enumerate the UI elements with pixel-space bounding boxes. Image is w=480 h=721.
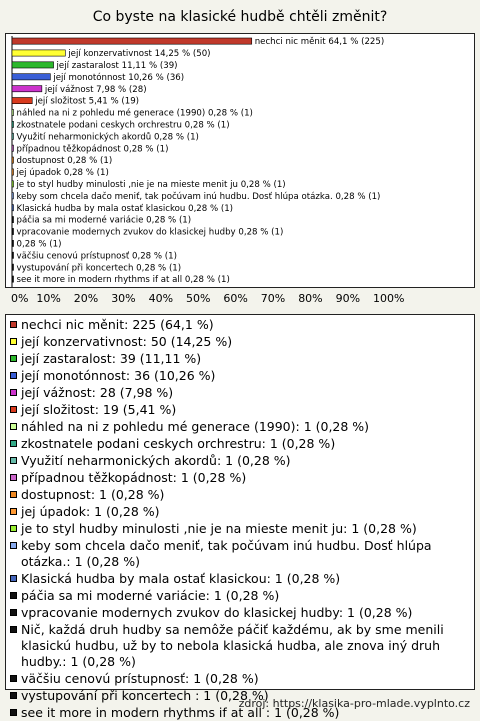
bar xyxy=(12,109,14,115)
legend-swatch xyxy=(10,575,17,582)
bar xyxy=(12,38,252,44)
bar-label: páčia sa mi moderné variácie 0,28 % (1) xyxy=(16,215,192,226)
x-tick-label: 60% xyxy=(223,292,248,305)
x-tick-label: 50% xyxy=(186,292,211,305)
legend-label: väčšiu cenovú prístupnosť: 1 (0,28 %) xyxy=(21,671,259,686)
legend-item xyxy=(10,538,470,570)
legend-label: Nič, každá druh hudby sa nemôže páčiť každému, ak by sme menili klasickú hudbu, už by to nebola klasická hudba, ale znova iný druh hudby.: 1 (0,28 %) xyxy=(21,622,444,669)
x-tick-label: 80% xyxy=(298,292,323,305)
bar-label: její vážnost 7,98 % (28) xyxy=(44,84,147,95)
legend-item xyxy=(10,368,470,384)
bar xyxy=(12,169,14,175)
legend-item xyxy=(10,385,470,401)
legend-swatch xyxy=(10,592,17,599)
legend-item xyxy=(10,317,470,333)
bar-label: vpracovanie modernych zvukov do klasickej hudby 0,28 % (1) xyxy=(16,227,284,238)
legend-swatch xyxy=(10,372,17,379)
bar xyxy=(12,240,14,246)
legend-swatch xyxy=(10,474,17,481)
x-tick-label: 100% xyxy=(373,292,405,305)
legend-swatch xyxy=(10,423,17,430)
legend-item xyxy=(10,622,470,670)
bar-label: keby som chcela dačo meniť, tak počúvam inú hudbu. Dosť hlúpa otázka. 0,28 % (1) xyxy=(16,191,381,202)
bar-label: väčšiu cenovú prístupnosť 0,28 % (1) xyxy=(16,251,177,262)
bar xyxy=(12,74,50,80)
chart-title: Co byste na klasické hudbě chtěli změnit? xyxy=(92,9,388,25)
legend-item xyxy=(10,521,470,537)
legend-label: vpracovanie modernych zvukov do klasickej hudby: 1 (0,28 %) xyxy=(21,605,413,620)
legend-label: případnou těžkopádnost: 1 (0,28 %) xyxy=(21,470,247,485)
legend-item xyxy=(10,351,470,367)
bar-chart xyxy=(6,34,476,289)
bar-label: případnou těžkopádnost 0,28 % (1) xyxy=(16,144,169,155)
bar xyxy=(12,121,14,127)
legend-swatch xyxy=(10,355,17,362)
bar xyxy=(12,50,65,56)
legend-item xyxy=(10,436,470,452)
x-tick-label: 0% xyxy=(11,292,29,305)
legend-label: nechci nic měnit: 225 (64,1 %) xyxy=(21,317,214,332)
bar xyxy=(12,217,14,223)
legend-item xyxy=(10,419,470,435)
legend-label: jej úpadok: 1 (0,28 %) xyxy=(21,504,160,519)
bar-label: dostupnost 0,28 % (1) xyxy=(16,156,113,167)
bar xyxy=(12,181,14,187)
bar xyxy=(12,276,14,282)
legend-swatch xyxy=(10,338,17,345)
x-tick-label: 30% xyxy=(111,292,136,305)
legend-label: see it more in modern rhythms if at all : 1 (0,28 %) xyxy=(21,705,340,720)
legend-label: její složitost: 19 (5,41 %) xyxy=(21,402,177,417)
legend-item xyxy=(10,402,470,418)
legend-item xyxy=(10,671,470,687)
chart-area xyxy=(5,33,475,288)
bar xyxy=(12,145,14,151)
legend-swatch xyxy=(10,542,17,549)
bar-label: náhled na ni z pohledu mé generace (1990) 0,28 % (1) xyxy=(16,108,253,119)
bar-label: see it more in modern rhythms if at all 0,28 % (1) xyxy=(16,275,230,286)
legend-item xyxy=(10,487,470,503)
bar xyxy=(12,252,14,258)
legend-label: Klasická hudba by mala ostať klasickou: 1 (0,28 %) xyxy=(21,571,341,586)
legend-item xyxy=(10,504,470,520)
legend-swatch xyxy=(10,389,17,396)
bar xyxy=(12,228,14,234)
legend-swatch xyxy=(10,457,17,464)
legend-swatch xyxy=(10,491,17,498)
legend-item xyxy=(10,605,470,621)
legend-swatch xyxy=(10,692,17,699)
legend-label: keby som chcela dačo meniť, tak počúvam inú hudbu. Dosť hlúpa otázka.: 1 (0,28 %) xyxy=(21,538,432,569)
legend-label: páčia sa mi moderné variácie: 1 (0,28 %) xyxy=(21,588,280,603)
legend-item xyxy=(10,588,470,604)
bar xyxy=(12,98,32,104)
legend-label: její zastaralost: 39 (11,11 %) xyxy=(21,351,202,366)
legend-label: Využití neharmonických akordů: 1 (0,28 %) xyxy=(21,453,291,468)
legend-swatch xyxy=(10,626,17,633)
legend-label: její konzervativnost: 50 (14,25 %) xyxy=(21,334,233,349)
legend-label: její vážnost: 28 (7,98 %) xyxy=(21,385,174,400)
legend-item xyxy=(10,571,470,587)
legend-item xyxy=(10,334,470,350)
legend-label: zkostnatele podani ceskych orchrestru: 1 (0,28 %) xyxy=(21,436,336,451)
bar xyxy=(12,86,42,92)
legend-swatch xyxy=(10,609,17,616)
legend-label: dostupnost: 1 (0,28 %) xyxy=(21,487,165,502)
legend-swatch xyxy=(10,525,17,532)
legend-label: její monotónnost: 36 (10,26 %) xyxy=(21,368,216,383)
legend-swatch xyxy=(10,406,17,413)
bar-label: zkostnatele podani ceskych orchrestru 0,28 % (1) xyxy=(16,120,230,131)
x-tick-label: 70% xyxy=(260,292,286,305)
legend-item xyxy=(10,470,470,486)
bar-label: její zastaralost 11,11 % (39) xyxy=(56,61,178,71)
bar xyxy=(12,205,14,211)
bar xyxy=(12,193,14,199)
bar xyxy=(12,62,54,68)
x-tick-label: 10% xyxy=(36,292,61,305)
source-note: zdroj: https://klasika-pro-mlade.vyplnto.cz xyxy=(238,697,470,710)
bar-label: její monotónnost 10,26 % (36) xyxy=(53,72,185,83)
legend-label: vystupování při koncertech : 1 (0,28 %) xyxy=(21,688,269,703)
legend-label: je to styl hudby minulosti ,nie je na mieste menit ju: 1 (0,28 %) xyxy=(21,521,417,536)
x-tick-label: 90% xyxy=(335,292,361,305)
bar-label: jej úpadok 0,28 % (1) xyxy=(16,168,109,179)
legend-swatch xyxy=(10,508,17,515)
bar-label: Klasická hudba by mala ostať klasickou 0,28 % (1) xyxy=(16,203,234,214)
bar xyxy=(12,133,14,139)
bar-label: 0,28 % (1) xyxy=(16,239,62,250)
bar-label: je to styl hudby minulosti ,nie je na mieste menit ju 0,28 % (1) xyxy=(16,180,286,190)
bar xyxy=(12,264,14,270)
legend-label: náhled na ni z pohledu mé generace (1990): 1 (0,28 %) xyxy=(21,419,370,434)
x-tick-label: 40% xyxy=(148,292,174,305)
bar-label: Využití neharmonických akordů 0,28 % (1) xyxy=(16,132,199,143)
legend-item xyxy=(10,453,470,469)
legend-swatch xyxy=(10,440,17,447)
bar-label: vystupování při koncertech 0,28 % (1) xyxy=(16,263,182,274)
bar-label: její konzervativnost 14,25 % (50) xyxy=(68,49,211,60)
legend-swatch xyxy=(10,321,17,328)
bar-label: nechci nic měnit 64,1 % (225) xyxy=(254,37,385,48)
bar-label: její složitost 5,41 % (19) xyxy=(35,96,140,107)
x-tick-label: 20% xyxy=(73,292,99,305)
legend-swatch xyxy=(10,675,17,682)
bar xyxy=(12,157,14,163)
